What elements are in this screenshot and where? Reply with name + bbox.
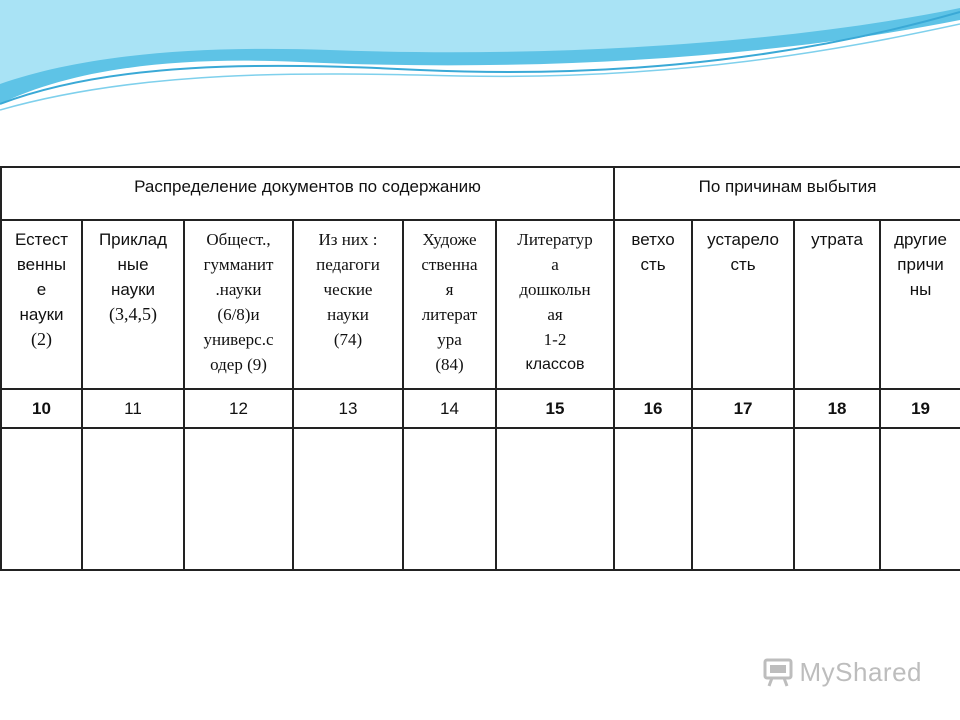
myshared-watermark bbox=[762, 656, 923, 688]
preschool-literature-header: Литератур а дошкольн ая 1-2 классов bbox=[496, 220, 614, 389]
obsolescence-header: устарело сть bbox=[692, 220, 794, 389]
decorative-wave-banner bbox=[0, 0, 960, 120]
other-reasons-header: другие причи ны bbox=[880, 220, 960, 389]
loss-header: утрата bbox=[794, 220, 880, 389]
column-number: 12 bbox=[184, 389, 293, 428]
watermark-text: MyShared bbox=[799, 656, 922, 687]
pedagogical-sciences-header: Из них : педагоги ческие науки (74) bbox=[293, 220, 403, 389]
empty-cell bbox=[880, 428, 960, 570]
empty-cell bbox=[82, 428, 184, 570]
column-number: 13 bbox=[293, 389, 403, 428]
content-distribution-header: Распределение документов по содержанию bbox=[1, 167, 614, 220]
column-number: 18 bbox=[794, 389, 880, 428]
column-number: 10 bbox=[1, 389, 82, 428]
empty-cell bbox=[614, 428, 692, 570]
header-row bbox=[1, 167, 960, 220]
empty-cell bbox=[184, 428, 293, 570]
empty-cell bbox=[496, 428, 614, 570]
column-number: 11 bbox=[82, 389, 184, 428]
empty-cell bbox=[1, 428, 82, 570]
empty-cell bbox=[293, 428, 403, 570]
disposal-reasons-header: По причинам выбытия bbox=[614, 167, 960, 220]
column-number: 14 bbox=[403, 389, 496, 428]
column-number: 19 bbox=[880, 389, 960, 428]
column-number-row bbox=[1, 389, 960, 428]
column-number: 15 bbox=[496, 389, 614, 428]
presentation-board-icon bbox=[762, 656, 794, 688]
document-distribution-table bbox=[0, 166, 960, 571]
subheader-row bbox=[1, 220, 960, 389]
empty-cell bbox=[794, 428, 880, 570]
natural-sciences-header: Естест венны е науки (2) bbox=[1, 220, 82, 389]
fiction-header: Художе ственна я литерат ура (84) bbox=[403, 220, 496, 389]
empty-data-row bbox=[1, 428, 960, 570]
column-number: 17 bbox=[692, 389, 794, 428]
column-number: 16 bbox=[614, 389, 692, 428]
social-humanities-header: Общест., гумманит .науки (6/8)и универс.с одер (9) bbox=[184, 220, 293, 389]
applied-sciences-header: Приклад ные науки (3,4,5) bbox=[82, 220, 184, 389]
empty-cell bbox=[692, 428, 794, 570]
wear-header: ветхо сть bbox=[614, 220, 692, 389]
empty-cell bbox=[403, 428, 496, 570]
